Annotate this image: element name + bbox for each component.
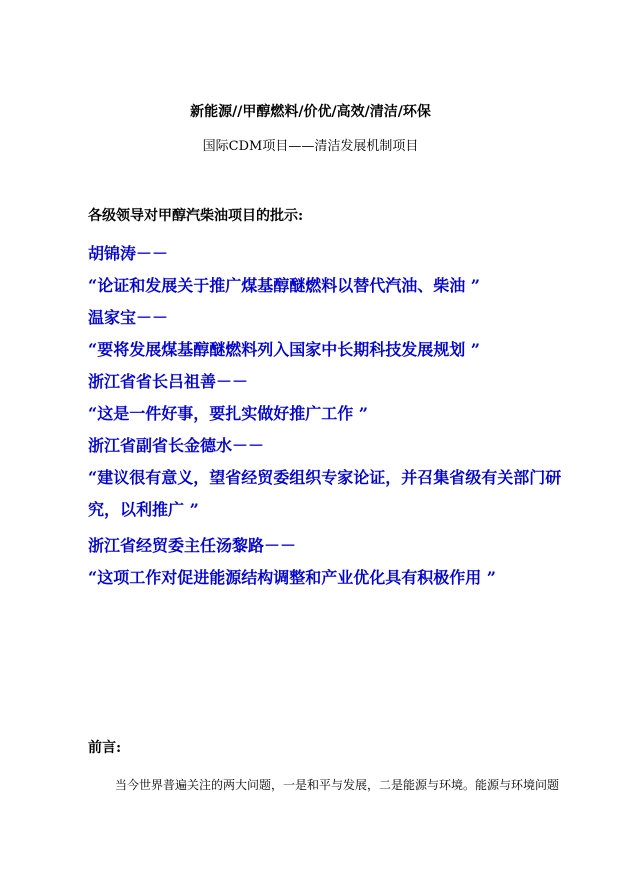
instruction-speaker: 浙江省副省长金德水－－	[88, 436, 265, 455]
instruction-speaker: 胡锦涛－－	[88, 244, 169, 263]
instruction-speaker: 温家宝－－	[88, 308, 169, 327]
instruction-quote: “论证和发展关于推广煤基醇醚燃料以替代汽油、柴油 ”	[88, 276, 480, 295]
preface-label: 前言:	[88, 740, 122, 756]
instruction-quote: “建议很有意义，望省经贸委组织专家论证，并召集省级有关部门研究，以利推广 ”	[88, 468, 562, 519]
instruction-quote: “要将发展煤基醇醚燃料列入国家中长期科技发展规划 ”	[88, 340, 480, 359]
document-title: 新能源//甲醇燃料/价优/高效/清洁/环保	[190, 104, 431, 120]
instruction-quote: “这是一件好事，要扎实做好推广工作 ”	[88, 404, 368, 423]
preface-text: 当今世界普遍关注的两大问题，一是和平与发展，二是能源与环境。能源与环境问题	[115, 778, 560, 792]
document-subtitle: 国际CDM项目——清洁发展机制项目	[202, 139, 419, 154]
instructions-heading: 各级领导对甲醇汽柴油项目的批示:	[88, 208, 304, 224]
instruction-quote: “这项工作对促进能源结构调整和产业优化具有积极作用 ”	[88, 568, 496, 587]
instruction-speaker: 浙江省经贸委主任汤黎路－－	[88, 536, 297, 555]
instruction-speaker: 浙江省省长吕祖善－－	[88, 372, 249, 391]
